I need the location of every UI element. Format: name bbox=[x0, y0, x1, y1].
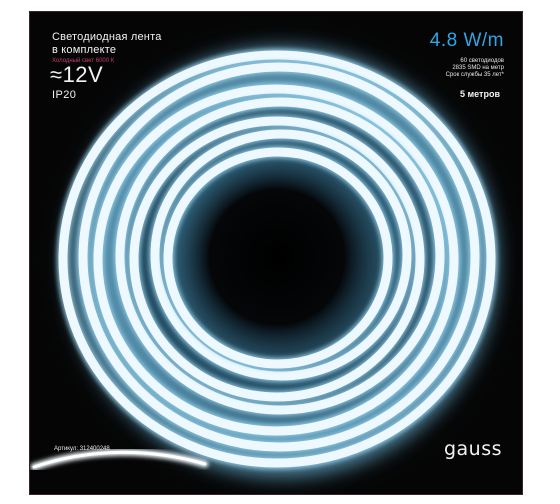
product-box-panel bbox=[29, 11, 523, 495]
light-type-label: Холодный свет 6000 К bbox=[52, 58, 115, 64]
power-rating-label: 4.8 W/m bbox=[429, 30, 504, 51]
led-strip-coil-illustration bbox=[30, 12, 523, 495]
spec-line-smd: 2835 SMD на метр bbox=[452, 65, 504, 71]
voltage-label: ≈12V bbox=[50, 62, 104, 87]
product-title-line1: Светодиодная лента bbox=[52, 31, 162, 43]
article-number: Артикул: 312400248 bbox=[54, 446, 110, 452]
spec-line-lifetime: Срок службы 35 лет* bbox=[445, 72, 504, 78]
brand-logo: gauss bbox=[443, 438, 502, 460]
product-title-line2: в комплекте bbox=[52, 44, 117, 56]
ip-rating-label: IP20 bbox=[52, 89, 77, 101]
length-label: 5 метров bbox=[460, 89, 500, 99]
spec-line-leds: 60 светодиодов bbox=[460, 58, 504, 64]
coil-center-hole bbox=[181, 161, 373, 353]
